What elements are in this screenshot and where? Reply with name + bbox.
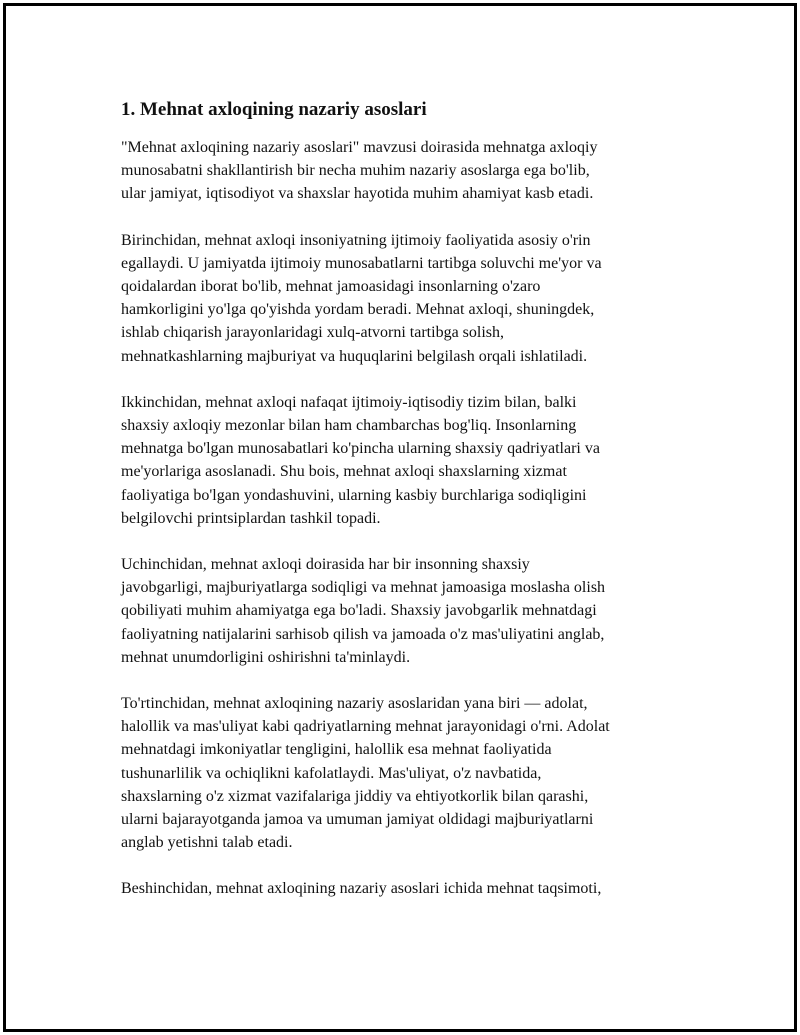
document-body [121, 96, 691, 924]
text-line: hamkorligini yo'lga qo'yishda yordam beradi. Mehnat axloqi, shuningdek, [121, 301, 595, 319]
text-line: shaxslarning o'z xizmat vazifalariga jiddiy va ehtiyotkorlik bilan qarashi, [121, 787, 589, 805]
text-line: qobiliyati muhim ahamiyatga ega bo'ladi. Shaxsiy javobgarlik mehnatdagi [121, 602, 597, 620]
text-line: qoidalardan iborat bo'lib, mehnat jamoasidagi insonlarning o'zaro [121, 278, 541, 296]
text-line: Uchinchidan, mehnat axloqi doirasida har bir insonning shaxsiy [121, 556, 530, 574]
text-line: munosabatni shakllantirish bir necha muhim nazariy asoslarga ega bo'lib, [121, 162, 590, 180]
paragraph-list [121, 136, 691, 901]
text-line: shaxsiy axloqiy mezonlar bilan ham chambarchas bog'liq. Insonlarning [121, 417, 577, 435]
text-line: Birinchidan, mehnat axloqi insoniyatning ijtimoiy faoliyatida asosiy o'rin [121, 231, 591, 249]
text-line: "Mehnat axloqining nazariy asoslari" mavzusi doirasida mehnatga axloqiy [121, 139, 598, 156]
section-title: 1. Mehnat axloqining nazariy asoslari [121, 99, 427, 120]
page-frame [3, 3, 797, 1032]
text-line: me'yorlariga asoslanadi. Shu bois, mehnat axloqi shaxslarning xizmat [121, 463, 567, 481]
text-line: Ikkinchidan, mehnat axloqi nafaqat ijtimoiy-iqtisodiy tizim bilan, balki [121, 393, 577, 411]
text-line: anglab yetishni talab etadi. [121, 834, 293, 852]
text-line: egallaydi. U jamiyatda ijtimoiy munosabatlarni tartibga soluvchi me'yor va [121, 254, 602, 272]
text-line: ular jamiyat, iqtisodiyot va shaxslar hayotida muhim ahamiyat kasb etadi. [121, 185, 594, 203]
text-line: faoliyatning natijalarini sarhisob qilish va jamoada o'z mas'uliyatini anglab, [121, 625, 605, 643]
text-line: ishlab chiqarish jarayonlaridagi xulq-atvorni tartibga solish, [121, 324, 505, 342]
paragraph [121, 692, 691, 854]
paragraph [121, 229, 691, 368]
text-line: mehnatga bo'lgan munosabatlari ko'pincha ularning shaxsiy qadriyatlari va [121, 440, 600, 458]
paragraph [121, 877, 691, 900]
text-line: mehnatdagi imkoniyatlar tengligini, halollik esa mehnat faoliyatida [121, 741, 552, 759]
text-line: tushunarlilik va ochiqlikni kafolatlaydi. Mas'uliyat, o'z navbatida, [121, 764, 542, 782]
paragraph [121, 136, 691, 206]
text-line: mehnatkashlarning majburiyat va huquqlarini belgilash orqali ishlatiladi. [121, 347, 588, 365]
text-line: Beshinchidan, mehnat axloqining nazariy asoslari ichida mehnat taqsimoti, [121, 880, 602, 898]
text-line: To'rtinchidan, mehnat axloqining nazariy asoslaridan yana biri — adolat, [121, 695, 588, 713]
text-line: mehnat unumdorligini oshirishni ta'minlaydi. [121, 648, 411, 666]
paragraph [121, 553, 691, 669]
text-line: ularni bajarayotganda jamoa va umuman jamiyat oldidagi majburiyatlarni [121, 811, 594, 829]
text-line: faoliyatiga bo'lgan yondashuvini, ularning kasbiy burchlariga sodiqligini [121, 486, 587, 504]
text-line: halollik va mas'uliyat kabi qadriyatlarning mehnat jarayonidagi o'rni. Adolat [121, 718, 610, 736]
paragraph [121, 391, 691, 530]
text-line: belgilovchi printsiplardan tashkil topadi. [121, 509, 381, 527]
text-line: javobgarligi, majburiyatlarga sodiqligi va mehnat jamoasiga moslasha olish [121, 579, 606, 597]
